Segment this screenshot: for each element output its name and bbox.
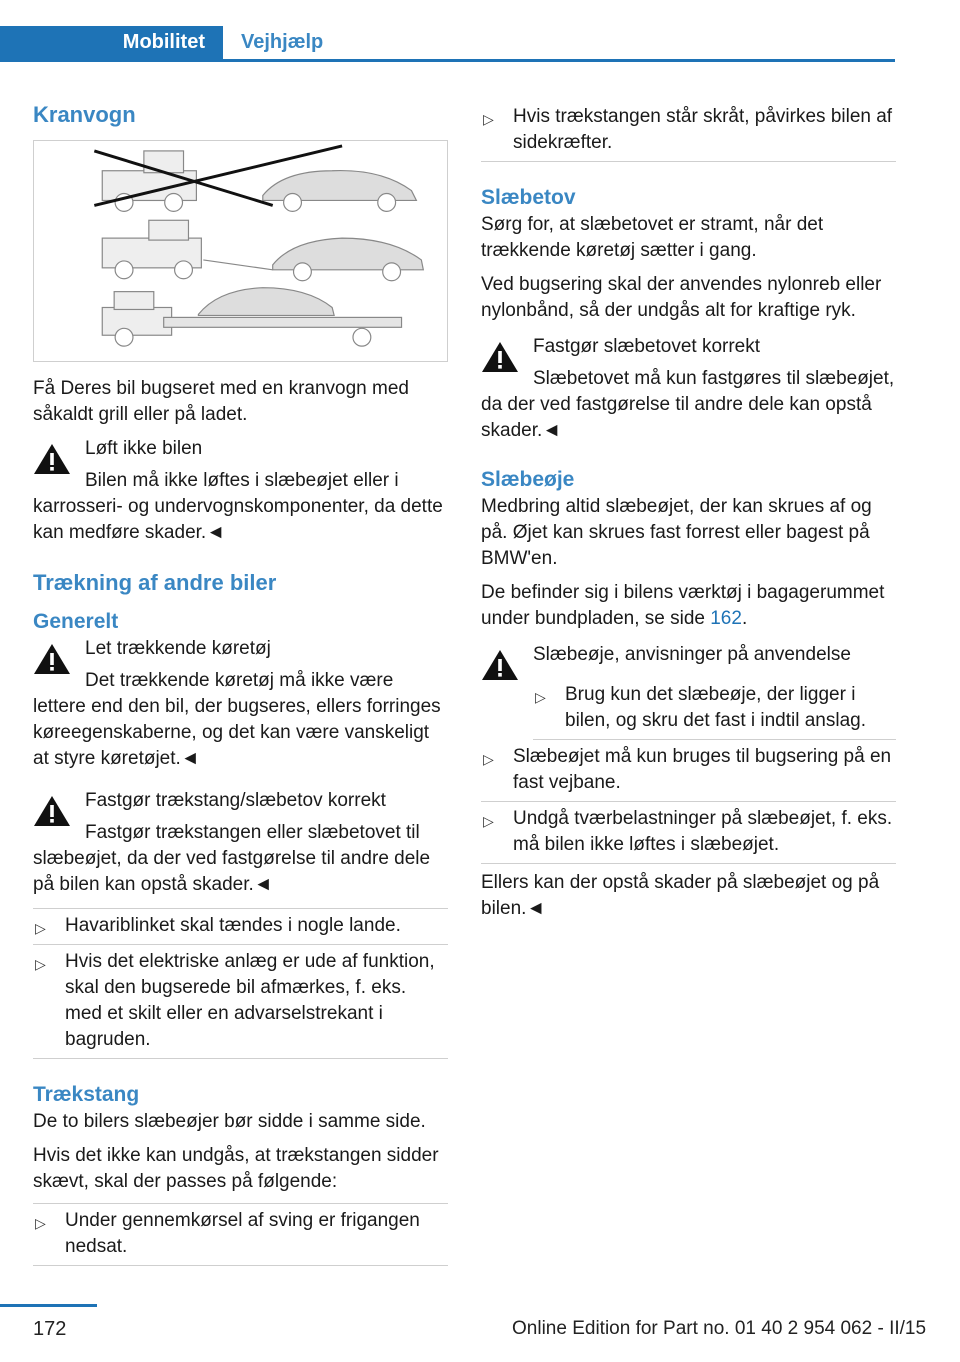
warning-body: Bilen må ikke løftes i slæbeøjet eller i karrosseri- og undervognskomponenter, da dette kan medføre skader.◄ (33, 470, 443, 543)
list-traekstang (33, 1203, 448, 1266)
paragraph-slaebeoeje-1: Medbring altid slæbeøjet, der kan skrues af og på. Øjet kan skrues fast forrest eller bagest på BMW'en. (481, 496, 872, 569)
warning-fastgoer-slaebetov (481, 334, 896, 444)
tab-mobilitet[interactable]: Mobilitet (0, 26, 223, 62)
heading-generelt: Generelt (33, 610, 119, 633)
paragraph-slaebetov-1: Sørg for, at slæbetovet er stramt, når det trækkende køretøj sætter i gang. (481, 214, 824, 261)
warning-triangle-icon (33, 642, 71, 676)
warning-slaebeoeje-anvisninger (481, 642, 896, 740)
paragraph-traekstang-1: De to bilers slæbeøjer bør sidde i samme side. (33, 1111, 426, 1132)
page-link[interactable]: 162 (710, 608, 742, 629)
paragraph-traekstang-2: Hvis det ikke kan undgås, at trækstangen sidder skævt, skal der passes på følgende: (33, 1145, 439, 1192)
warning-triangle-icon (33, 794, 71, 828)
left-column (33, 100, 448, 1266)
warning-body: Fastgør trækstangen eller slæbetovet til slæbeøjet, da der ved fastgørelse til andre dele på bilen kan opstå skader.◄ (33, 822, 431, 895)
warning-fastgoer-traekstang (33, 788, 448, 898)
list-item: ▷ Undgå tværbelastninger på slæbeøjet, f. eks. må bilen ikke løftes i slæbeøjet. (481, 802, 896, 864)
list-item: ▷ Slæbeøjet må kun bruges til bugsering på en fast vejbane. (481, 740, 896, 802)
warning-triangle-icon (33, 442, 71, 476)
paragraph-slaebeoeje-2: De befinder sig i bilens værktøj i bagagerummet under bundpladen, se side 162. (481, 582, 885, 629)
heading-kranvogn: Kranvogn (33, 102, 136, 127)
warning-title: Fastgør slæbetovet korrekt (533, 336, 761, 357)
heading-traekstang: Trækstang (33, 1083, 140, 1106)
warning-title: Slæbeøje, anvisninger på anvendelse (533, 644, 851, 665)
page-number: 172 (33, 1318, 67, 1340)
triangle-bullet-icon: ▷ (35, 920, 46, 936)
tab-vejhjaelp[interactable]: Vejhjælp (241, 31, 324, 53)
list-slaebeoeje (481, 740, 896, 864)
warning-triangle-icon (481, 648, 519, 682)
triangle-bullet-icon: ▷ (483, 751, 494, 767)
paragraph-slaebetov-2: Ved bugsering skal der anvendes nylonreb eller nylonbånd, så der undgås alt for kraftige ryk. (481, 274, 882, 321)
warning-title: Fastgør trækstang/slæbetov korrekt (85, 790, 386, 811)
paragraph-kranvogn: Få Deres bil bugseret med en kranvogn med såkaldt grill eller på ladet. (33, 378, 409, 425)
online-edition-text: Online Edition for Part no. 01 40 2 954 062 - II/15 (512, 1318, 927, 1339)
footer-accent-line (0, 1304, 97, 1307)
heading-slaebetov: Slæbetov (481, 186, 576, 209)
heading-slaebeoeje: Slæbeøje (481, 468, 575, 491)
triangle-bullet-icon: ▷ (35, 1215, 46, 1231)
header-tabbar (0, 26, 895, 62)
heading-traekning: Trækning af andre biler (33, 570, 277, 595)
list-item: ▷ Brug kun det slæbeøje, der ligger i bilen, og skru det fast i indtil anslag. (533, 678, 896, 740)
list-item: ▷ Under gennemkørsel af sving er frigangen nedsat. (33, 1204, 448, 1266)
tab-underline (0, 59, 895, 62)
paragraph-end: Ellers kan der opstå skader på slæbeøjet og på bilen.◄ (481, 872, 880, 919)
right-column (481, 100, 896, 930)
warning-body: Slæbetovet må kun fastgøres til slæbeøjet, da der ved fastgørelse til andre dele kan opstå skader.◄ (481, 368, 895, 441)
list-item: ▷ Hvis trækstangen står skråt, påvirkes bilen af sidekræfter. (481, 100, 896, 162)
warning-title: Løft ikke bilen (85, 438, 203, 459)
triangle-bullet-icon: ▷ (483, 111, 494, 127)
triangle-bullet-icon: ▷ (35, 956, 46, 972)
warning-let-traekkende (33, 636, 448, 772)
warning-list (533, 678, 896, 740)
list-item: ▷ Havariblinket skal tændes i nogle lande. (33, 909, 448, 945)
triangle-bullet-icon: ▷ (535, 689, 546, 705)
list-generelt (33, 908, 448, 1059)
tow-truck-illustration (33, 140, 448, 362)
list-item: ▷ Hvis det elektriske anlæg er ude af funktion, skal den bugserede bil afmærkes, f. eks. med et skilt eller en advarselstrekant i bagruden. (33, 945, 448, 1059)
list-traekstang-cont (481, 100, 896, 162)
warning-triangle-icon (481, 340, 519, 374)
warning-body: Det trækkende køretøj må ikke være lettere end den bil, der bugseres, ellers forringes køreegenskaberne, og det kan være vanskeligt at styre køretøjet.◄ (33, 670, 441, 769)
warning-title: Let trækkende køretøj (85, 638, 271, 659)
warning-loeft-ikke-bilen (33, 436, 448, 546)
triangle-bullet-icon: ▷ (483, 813, 494, 829)
